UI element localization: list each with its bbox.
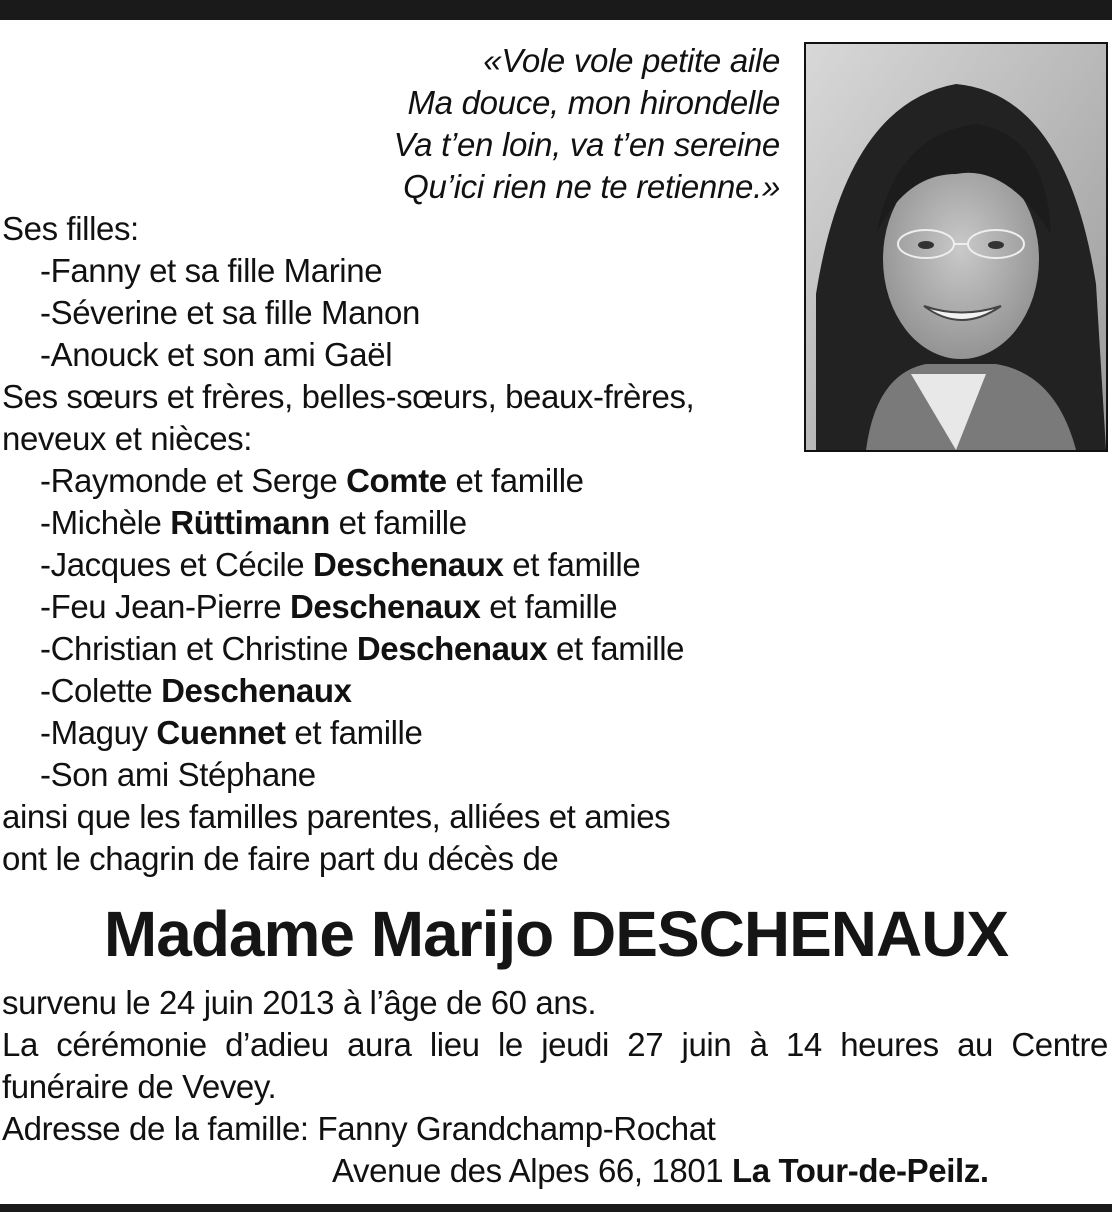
poem-line: Ma douce, mon hirondelle bbox=[407, 84, 780, 121]
daughter-name: Anouck et son ami Gaël bbox=[50, 336, 393, 373]
poem-line: Va t’en loin, va t’en sereine bbox=[393, 126, 780, 163]
relative-first: Maguy bbox=[50, 714, 157, 751]
relative-first: Jacques et Cécile bbox=[50, 546, 314, 583]
relative-first: Christian et Christine bbox=[50, 630, 357, 667]
portrait-photo bbox=[804, 42, 1108, 452]
relative-surname: Deschenaux bbox=[313, 546, 504, 583]
relative-suffix: et famille bbox=[503, 546, 641, 583]
top-rule bbox=[0, 0, 1112, 20]
poem-line: Qu’ici rien ne te retienne.» bbox=[403, 168, 780, 205]
address-city: La Tour-de-Peilz. bbox=[732, 1152, 989, 1189]
relative-first: Raymonde et Serge bbox=[50, 462, 347, 499]
bottom-rule bbox=[0, 1204, 1112, 1212]
relative-surname: Deschenaux bbox=[356, 630, 548, 667]
siblings-heading-cont: neveux et nièces: bbox=[2, 420, 253, 457]
relative-first: Michèle bbox=[50, 504, 171, 541]
list-item: -Maguy Cuennet et famille bbox=[40, 714, 423, 751]
daughter-name: Séverine et sa fille Manon bbox=[50, 294, 420, 331]
relative-suffix: et famille bbox=[285, 714, 423, 751]
list-item: -Jacques et Cécile Deschenaux et famille bbox=[40, 546, 641, 583]
list-item: -Michèle Rüttimann et famille bbox=[40, 504, 467, 541]
list-item: -Feu Jean-Pierre Deschenaux et famille bbox=[40, 588, 618, 625]
closing-line: ont le chagrin de faire part du décès de bbox=[2, 840, 559, 877]
relative-first: Colette bbox=[50, 672, 162, 709]
relative-suffix: et famille bbox=[480, 588, 618, 625]
relative-surname: Deschenaux bbox=[289, 588, 481, 625]
list-item: -Anouck et son ami Gaël bbox=[40, 336, 393, 373]
family-list bbox=[2, 208, 782, 880]
list-item: -Christian et Christine Deschenaux et famille bbox=[40, 630, 685, 667]
death-info: survenu le 24 juin 2013 à l’âge de 60 ans. bbox=[2, 984, 597, 1021]
relative-surname: Deschenaux bbox=[161, 672, 352, 709]
address-street bbox=[2, 1150, 1108, 1192]
address-street-text: Avenue des Alpes 66, 1801 bbox=[332, 1152, 732, 1189]
closing-line: ainsi que les familles parentes, alliées et amies bbox=[2, 798, 671, 835]
relative-first: Feu Jean-Pierre bbox=[50, 588, 290, 625]
daughter-name: Fanny et sa fille Marine bbox=[50, 252, 383, 289]
notice-details bbox=[2, 982, 1108, 1192]
relative-surname: Comte bbox=[346, 462, 447, 499]
relative-surname: Rüttimann bbox=[170, 504, 330, 541]
relative-suffix: et famille bbox=[547, 630, 685, 667]
portrait-image bbox=[806, 44, 1106, 450]
relative-surname: Cuennet bbox=[156, 714, 286, 751]
poem-line: «Vole vole petite aile bbox=[483, 42, 780, 79]
list-item: -Raymonde et Serge Comte et famille bbox=[40, 462, 584, 499]
daughters-heading: Ses filles: bbox=[2, 210, 139, 247]
address-label: Adresse de la famille: Fanny Grandchamp-Rochat bbox=[2, 1110, 716, 1147]
list-item: -Fanny et sa fille Marine bbox=[40, 252, 383, 289]
ceremony-info: La cérémonie d’adieu aura lieu le jeudi 27 juin à 14 heures au Centre funéraire de Vevey. bbox=[2, 1026, 1108, 1105]
relative-first: Son ami Stéphane bbox=[50, 756, 316, 793]
list-item: -Son ami Stéphane bbox=[40, 756, 316, 793]
list-item: -Séverine et sa fille Manon bbox=[40, 294, 420, 331]
relative-suffix: et famille bbox=[329, 504, 467, 541]
deceased-name: Madame Marijo DESCHENAUX bbox=[103, 898, 1009, 970]
relative-suffix: et famille bbox=[446, 462, 584, 499]
list-item: -Colette Deschenaux bbox=[40, 672, 352, 709]
poem-quote bbox=[394, 40, 780, 208]
siblings-heading: Ses sœurs et frères, belles-sœurs, beaux-frères, bbox=[2, 378, 695, 415]
